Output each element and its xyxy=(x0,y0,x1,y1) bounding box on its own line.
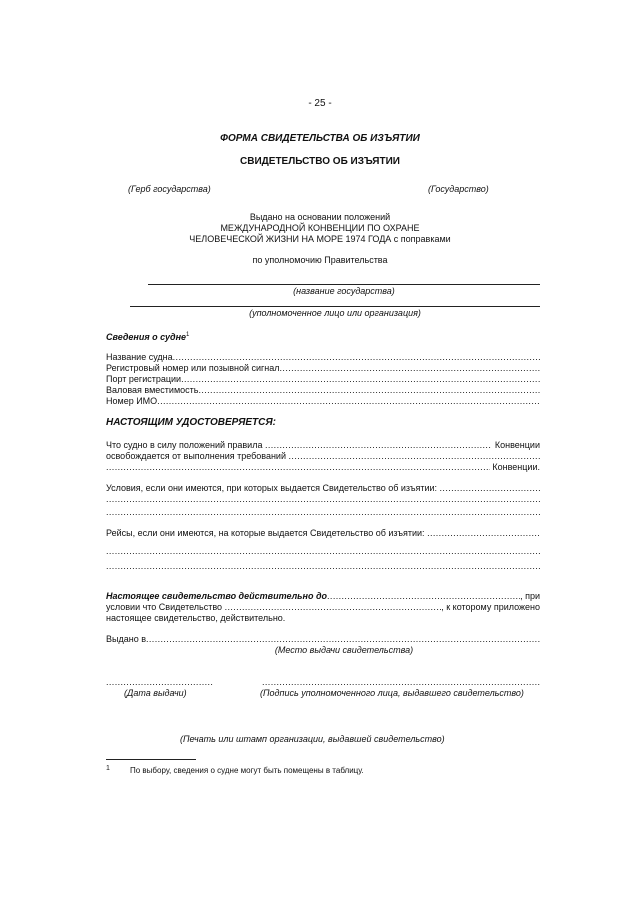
signature-caption: (Подпись уполномоченного лица, выдавшего свидетельство) xyxy=(260,688,524,698)
footnote-mark: 1 xyxy=(186,332,190,338)
voyages-line-3[interactable] xyxy=(106,561,540,572)
convention-line-2: ЧЕЛОВЕЧЕСКОЙ ЖИЗНИ НА МОРЕ 1974 ГОДА с поправками xyxy=(189,234,451,244)
date-caption: (Дата выдачи) xyxy=(124,688,187,698)
signature-field[interactable] xyxy=(262,677,540,688)
regulation-field[interactable]: Что судно в силу положений правила ..... Конвенции xyxy=(106,440,540,451)
certificate-ref-field[interactable]: условии что Свидетельство ..... , к которому приложено xyxy=(106,602,540,613)
requirements-field[interactable]: освобождается от выполнения требований ..... xyxy=(106,451,540,462)
gross-tonnage-field[interactable]: Валовая вместимость ..... xyxy=(106,385,540,396)
footnote-separator xyxy=(106,759,196,760)
coat-of-arms-caption: (Герб государства) xyxy=(128,184,211,194)
conditions-field[interactable]: Условия, если они имеются, при которых выдается Свидетельство об изъятии: ..... xyxy=(106,483,540,494)
port-of-registry-field[interactable]: Порт регистрации ..... xyxy=(106,374,540,385)
ship-details-heading: Сведения о судне$^1$ xyxy=(106,332,190,342)
authorized-caption: (уполномоченное лицо или организация) xyxy=(249,308,421,318)
issued-at-caption: (Место выдачи свидетельства) xyxy=(274,645,414,655)
authorized-line xyxy=(130,306,540,307)
form-title: ФОРМА СВИДЕТЕЛЬСТВА ОБ ИЗЪЯТИИ xyxy=(220,133,420,144)
date-field[interactable] xyxy=(106,677,214,688)
validity-line-3: настоящее свидетельство, действительно. xyxy=(106,613,286,623)
seal-caption: (Печать или штамп организации, выдавшей свидетельство) xyxy=(180,734,445,744)
imo-number-field[interactable]: Номер ИМО ..... xyxy=(106,396,540,407)
state-name-line xyxy=(148,284,540,285)
certify-heading: НАСТОЯЩИМ УДОСТОВЕРЯЕТСЯ: xyxy=(106,417,276,428)
page-number: - 25 - xyxy=(308,98,332,109)
issued-at-field[interactable]: Выдано в ..... xyxy=(106,634,540,645)
conditions-line-2[interactable] xyxy=(106,494,540,505)
state-name-caption: (название государства) xyxy=(293,286,395,296)
issued-under: Выдано на основании положений xyxy=(249,212,391,222)
registry-number-field[interactable]: Регистровый номер или позывной сигнал ..... xyxy=(106,363,540,374)
voyages-line-2[interactable] xyxy=(106,546,540,557)
certificate-title: СВИДЕТЕЛЬСТВО ОБ ИЗЪЯТИИ xyxy=(240,156,400,167)
convention-line-1: МЕЖДУНАРОДНОЙ КОНВЕНЦИИ ПО ОХРАНЕ xyxy=(220,223,420,233)
voyages-field[interactable]: Рейсы, если они имеются, на которые выдается Свидетельство об изъятии: ..... xyxy=(106,528,540,539)
footnote-text: По выбору, сведения о судне могут быть помещены в таблицу. xyxy=(130,766,364,775)
ship-name-field[interactable]: Название судна ..... xyxy=(106,352,540,363)
state-caption: (Государство) xyxy=(428,184,489,194)
requirements-field-cont[interactable]: ..... Конвенции. xyxy=(106,462,540,473)
valid-until-field[interactable]: Настоящее свидетельство действительно до ..... , при xyxy=(106,591,540,602)
footnote-number: 1 xyxy=(106,765,110,772)
by-authority: по уполномочию Правительства xyxy=(252,255,388,265)
conditions-line-3[interactable] xyxy=(106,507,540,518)
